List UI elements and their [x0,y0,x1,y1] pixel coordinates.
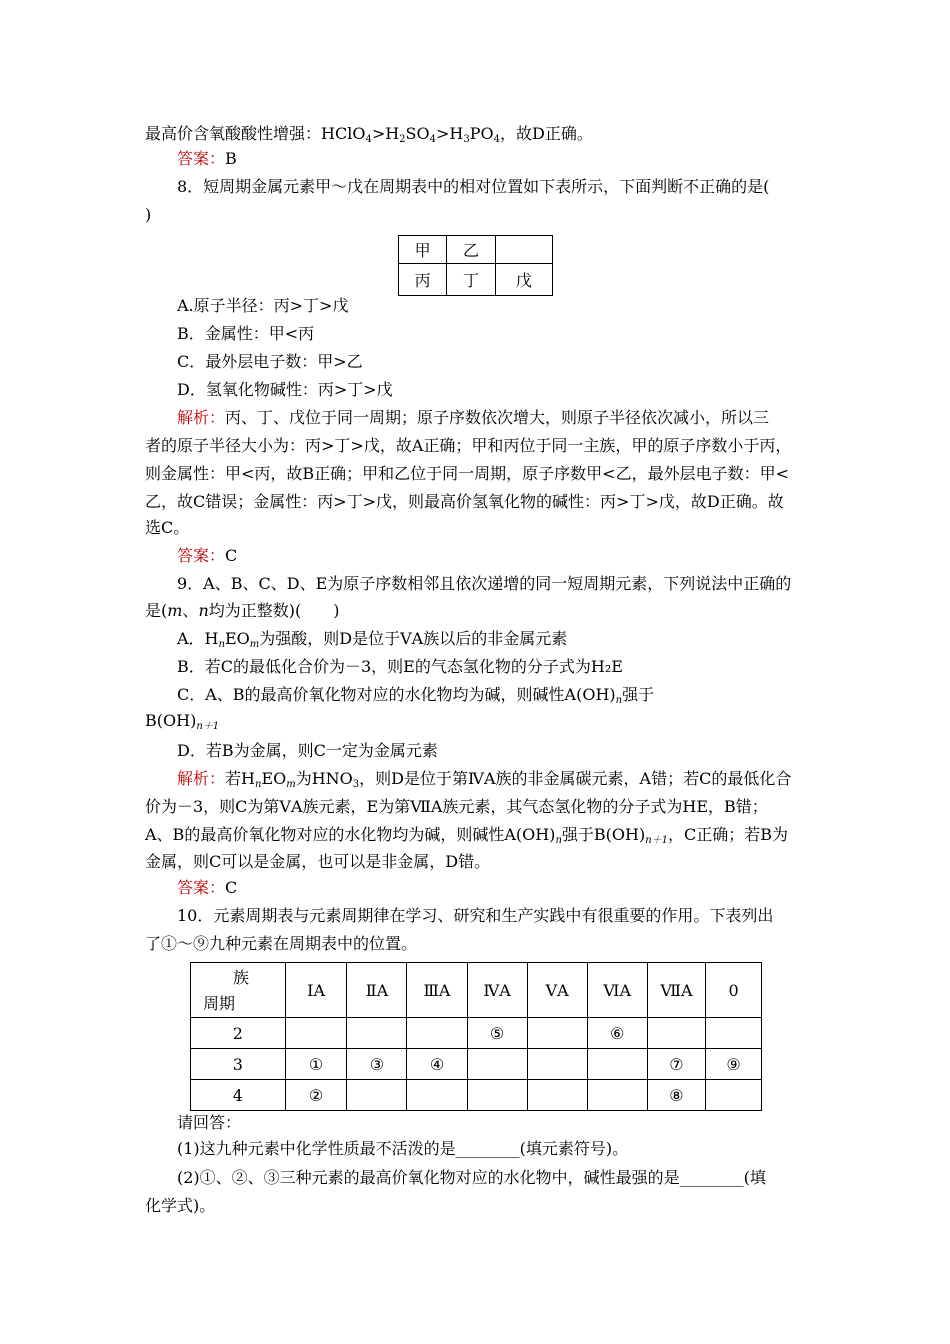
element-cell [347,1018,407,1049]
q8-stem: 8．短周期金属元素甲～戊在周期表中的相对位置如下表所示，下面判断不正确的是( [177,177,770,196]
q8-analysis-line: 选C。 [145,518,190,537]
q8-cell: 甲 [399,236,447,264]
element-cell [285,1018,347,1049]
q7-answer: 答案：B [177,149,237,168]
q9-stem: 9．A、B、C、D、E为原子序数相邻且依次递增的同一短周期元素，下列说法中正确的 [177,574,792,593]
answer-label: 答案： [177,149,226,168]
group-header: ⅢA [407,963,467,1018]
q8-cell: 丁 [447,264,495,296]
element-cell [527,1018,587,1049]
q8-analysis: 解析：丙、丁、戊位于同一周期；原子序数依次增大，则原子半径依次减小，所以三 [177,408,770,427]
element-cell: ⑥ [587,1018,647,1049]
q9-option-c-cont: $B(OH)_{n+1}$ [145,711,220,732]
answer-label: 答案： [177,546,226,565]
q9-option-d: D．若B为金属，则C一定为金属元素 [177,741,438,760]
q10-sub2: (2)①、②、③三种元素的最高价氧化物对应的水化物中，碱性最强的是________(填 [177,1168,766,1187]
q9-analysis-line: A、B的最高价氧化物对应的水化物均为碱，则碱性$A(OH)_n$强于$B(OH)_{n+1}$，C正确；若B为 [145,825,789,846]
q9-option-a: A．$H_nEO_m$为强酸，则D是位于ⅤA族以后的非金属元素 [177,629,568,650]
q8-answer: 答案：C [177,546,238,565]
analysis-label: 解析： [177,769,226,788]
q10-periodic-table [190,962,762,1111]
group-header: 0 [706,963,762,1018]
element-cell: ⑨ [706,1049,762,1080]
group-header: ⅡA [347,963,407,1018]
q9-option-c: C．A、B的最高价氧化物对应的水化物均为碱，则碱性$A(OH)_n$强于 [177,685,655,706]
element-cell [347,1080,407,1111]
element-cell [407,1080,467,1111]
q8-position-table [398,235,553,296]
corner-header: 族 周期 [191,963,286,1018]
element-cell [407,1018,467,1049]
q8-analysis-line: 乙，故C错误；金属性：丙>丁>戊，则最高价氢氧化物的碱性：丙>丁>戊，故D正确。故 [145,492,784,511]
period-label: 3 [191,1049,286,1080]
q8-option-b: B．金属性：甲<丙 [177,324,315,343]
element-cell [467,1049,527,1080]
element-cell [706,1080,762,1111]
group-header: ⅥA [587,963,647,1018]
q10-sub2-cont: 化学式)。 [145,1196,216,1215]
group-header: ⅤA [527,963,587,1018]
analysis-label: 解析： [177,408,226,427]
q7-conclusion: 最高价含氧酸酸性增强：$HClO_4>H_2SO_4>H_3PO_4$，故D正确。 [145,124,593,145]
period-label: 4 [191,1080,286,1111]
element-cell [587,1049,647,1080]
q9-analysis-line: 金属，则C可以是金属，也可以是非金属，D错。 [145,852,491,871]
q8-cell: 乙 [447,236,495,264]
group-header: ⅦA [647,963,705,1018]
group-header: ⅣA [467,963,527,1018]
q9-option-b: B．若C的最低化合价为－3，则E的气态氢化物的分子式为H₂E [177,657,623,676]
q8-analysis-line: 者的原子半径大小为：丙>丁>戊，故A正确；甲和丙位于同一主族，甲的原子序数小于丙， [145,436,792,455]
element-cell: ⑦ [647,1049,705,1080]
q8-option-c: C．最外层电子数：甲>乙 [177,352,363,371]
q9-analysis: 解析：若$H_nEO_m$为$HNO_3$，则D是位于第ⅣA族的非金属碳元素，A错；若C的最低化合 [177,769,792,790]
answer-label: 答案： [177,878,226,897]
q9-answer: 答案：C [177,878,238,897]
q10-stem-cont: 了①～⑨九种元素在周期表中的位置。 [145,934,418,953]
element-cell: ③ [347,1049,407,1080]
q8-analysis-line: 则金属性：甲<丙，故B正确；甲和乙位于同一周期，原子序数甲<乙，最外层电子数：甲< [145,464,789,483]
element-cell: ① [285,1049,347,1080]
q10-stem: 10．元素周期表与元素周期律在学习、研究和生产实践中有很重要的作用。下表列出 [177,906,774,925]
element-cell [706,1018,762,1049]
q10-prompt: 请回答： [177,1113,242,1132]
q10-sub1: (1)这九种元素中化学性质最不活泼的是________(填元素符号)。 [177,1139,629,1158]
element-cell [527,1049,587,1080]
q8-cell [495,236,552,264]
element-cell: ⑧ [647,1080,705,1111]
element-cell [587,1080,647,1111]
q8-stem-cont: ) [145,205,152,224]
group-header: ⅠA [285,963,347,1018]
element-cell: ② [285,1080,347,1111]
q8-option-a: A.原子半径：丙>丁>戊 [177,296,349,315]
q8-option-d: D．氢氧化物碱性：丙>丁>戊 [177,380,393,399]
element-cell [647,1018,705,1049]
element-cell: ⑤ [467,1018,527,1049]
q8-cell: 戊 [495,264,552,296]
q8-cell: 丙 [399,264,447,296]
element-cell [527,1080,587,1111]
q9-analysis-line: 价为－3，则C为第ⅤA族元素，E为第ⅦA族元素，其气态氢化物的分子式为HE，B错； [145,797,768,816]
element-cell: ④ [407,1049,467,1080]
period-label: 2 [191,1018,286,1049]
q9-stem-cont: 是(m、n均为正整数)( ) [145,601,340,620]
element-cell [467,1080,527,1111]
